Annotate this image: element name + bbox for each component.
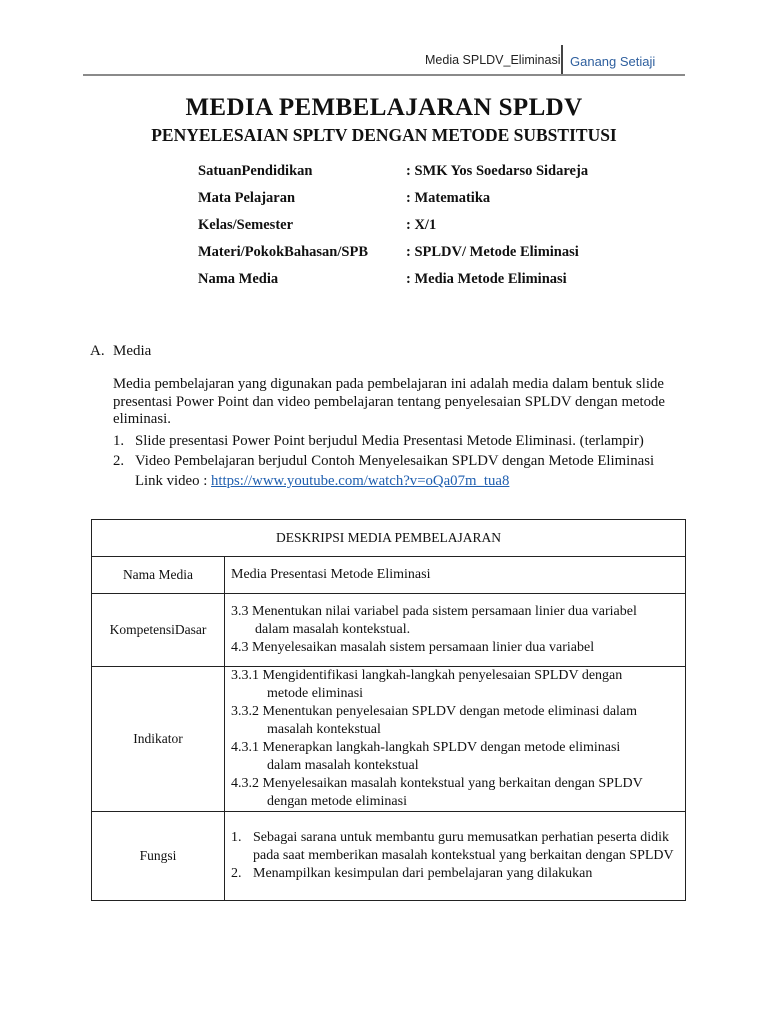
indikator-line: 3.3.1 Mengidentifikasi langkah-langkah penyelesaian SPLDV dengan (231, 668, 623, 683)
identity-key: Materi/PokokBahasan/SPB (198, 244, 368, 260)
fungsi-number: 2. (231, 866, 242, 881)
page-subtitle: PENYELESAIAN SPLTV DENGAN METODE SUBSTITUSI (151, 125, 617, 145)
identity-key: Kelas/Semester (198, 217, 294, 233)
indikator-line: metode eliminasi (267, 686, 364, 701)
indikator-line: masalah kontekstual (267, 722, 381, 737)
row-value (225, 667, 686, 812)
list-text: Video Pembelajaran berjudul Contoh Menyelesaikan SPLDV dengan Metode Eliminasi (135, 453, 655, 469)
fungsi-item (231, 865, 679, 883)
list-number: 2. (113, 453, 125, 469)
video-link-line (113, 471, 654, 491)
identity-key: Nama Media (198, 271, 279, 287)
media-list (113, 431, 654, 491)
table-row (92, 812, 686, 901)
row-label: KompetensiDasar (92, 594, 225, 667)
section-title: Media (113, 343, 152, 359)
media-description-table (91, 519, 686, 901)
header-separator (561, 45, 563, 75)
fungsi-text: Menampilkan kesimpulan dari pembelajaran yang dilakukan (253, 866, 593, 881)
kd-line: 4.3 Menyelesaikan masalah sistem persamaan linier dua variabel (231, 640, 595, 655)
identity-value: : Media Metode Eliminasi (406, 271, 567, 287)
kd-line: 3.3 Menentukan nilai variabel pada sistem persamaan linier dua variabel (231, 604, 637, 619)
table-row (92, 594, 686, 667)
fungsi-number: 1. (231, 830, 242, 845)
table-row (92, 557, 686, 594)
list-number: 1. (113, 433, 125, 449)
table-heading: DESKRIPSI MEDIA PEMBELAJARAN (92, 520, 686, 557)
identity-value: : X/1 (406, 217, 437, 233)
identity-key: Mata Pelajaran (198, 190, 296, 206)
video-link-label: Link video : (135, 473, 212, 489)
row-value: Media Presentasi Metode Eliminasi (225, 557, 686, 594)
kd-line: dalam masalah kontekstual. (255, 622, 411, 637)
section-number: A. (90, 343, 105, 359)
table-row (92, 667, 686, 812)
section-a-heading (90, 343, 151, 360)
header-doc-label: Media SPLDV_Eliminasi (425, 53, 561, 67)
page-title: MEDIA PEMBELAJARAN SPLDV (185, 94, 583, 121)
identity-value: : SMK Yos Soedarso Sidareja (406, 163, 589, 179)
row-value (225, 594, 686, 667)
fungsi-item (231, 829, 679, 865)
section-a-paragraph: Media pembelajaran yang digunakan pada pembelajaran ini adalah media dalam bentuk slide presentasi Power Point dan video pembelajaran tentang penyelesaian SPLDV dengan metode eliminasi. (113, 376, 665, 427)
identity-value: : Matematika (406, 190, 491, 206)
row-label: Nama Media (92, 557, 225, 594)
indikator-line: 4.3.2 Menyelesaikan masalah kontekstual yang berkaitan dengan SPLDV (231, 776, 643, 791)
indikator-line: 3.3.2 Menentukan penyelesaian SPLDV dengan metode eliminasi dalam (231, 704, 638, 719)
header-author: Ganang Setiaji (570, 54, 656, 69)
list-item (113, 451, 654, 471)
row-label: Indikator (92, 667, 225, 812)
indikator-line: 4.3.1 Menerapkan langkah-langkah SPLDV dengan metode eliminasi (231, 740, 621, 755)
indikator-line: dengan metode eliminasi (267, 794, 407, 809)
identity-value: : SPLDV/ Metode Eliminasi (406, 244, 579, 260)
list-text: Slide presentasi Power Point berjudul Media Presentasi Metode Eliminasi. (terlampir) (135, 433, 644, 449)
indikator-line: dalam masalah kontekstual (267, 758, 419, 773)
row-label: Fungsi (92, 812, 225, 901)
video-link[interactable]: https://www.youtube.com/watch?v=oQa07m_tua8 (211, 473, 510, 489)
identity-key: SatuanPendidikan (198, 163, 313, 179)
header-rule (83, 74, 685, 76)
row-value (225, 812, 686, 901)
list-item (113, 431, 654, 451)
fungsi-text: Sebagai sarana untuk membantu guru memusatkan perhatian peserta didik pada saat memberikan masalah kontekstual yang berkaitan dengan SPLDV (253, 830, 674, 863)
